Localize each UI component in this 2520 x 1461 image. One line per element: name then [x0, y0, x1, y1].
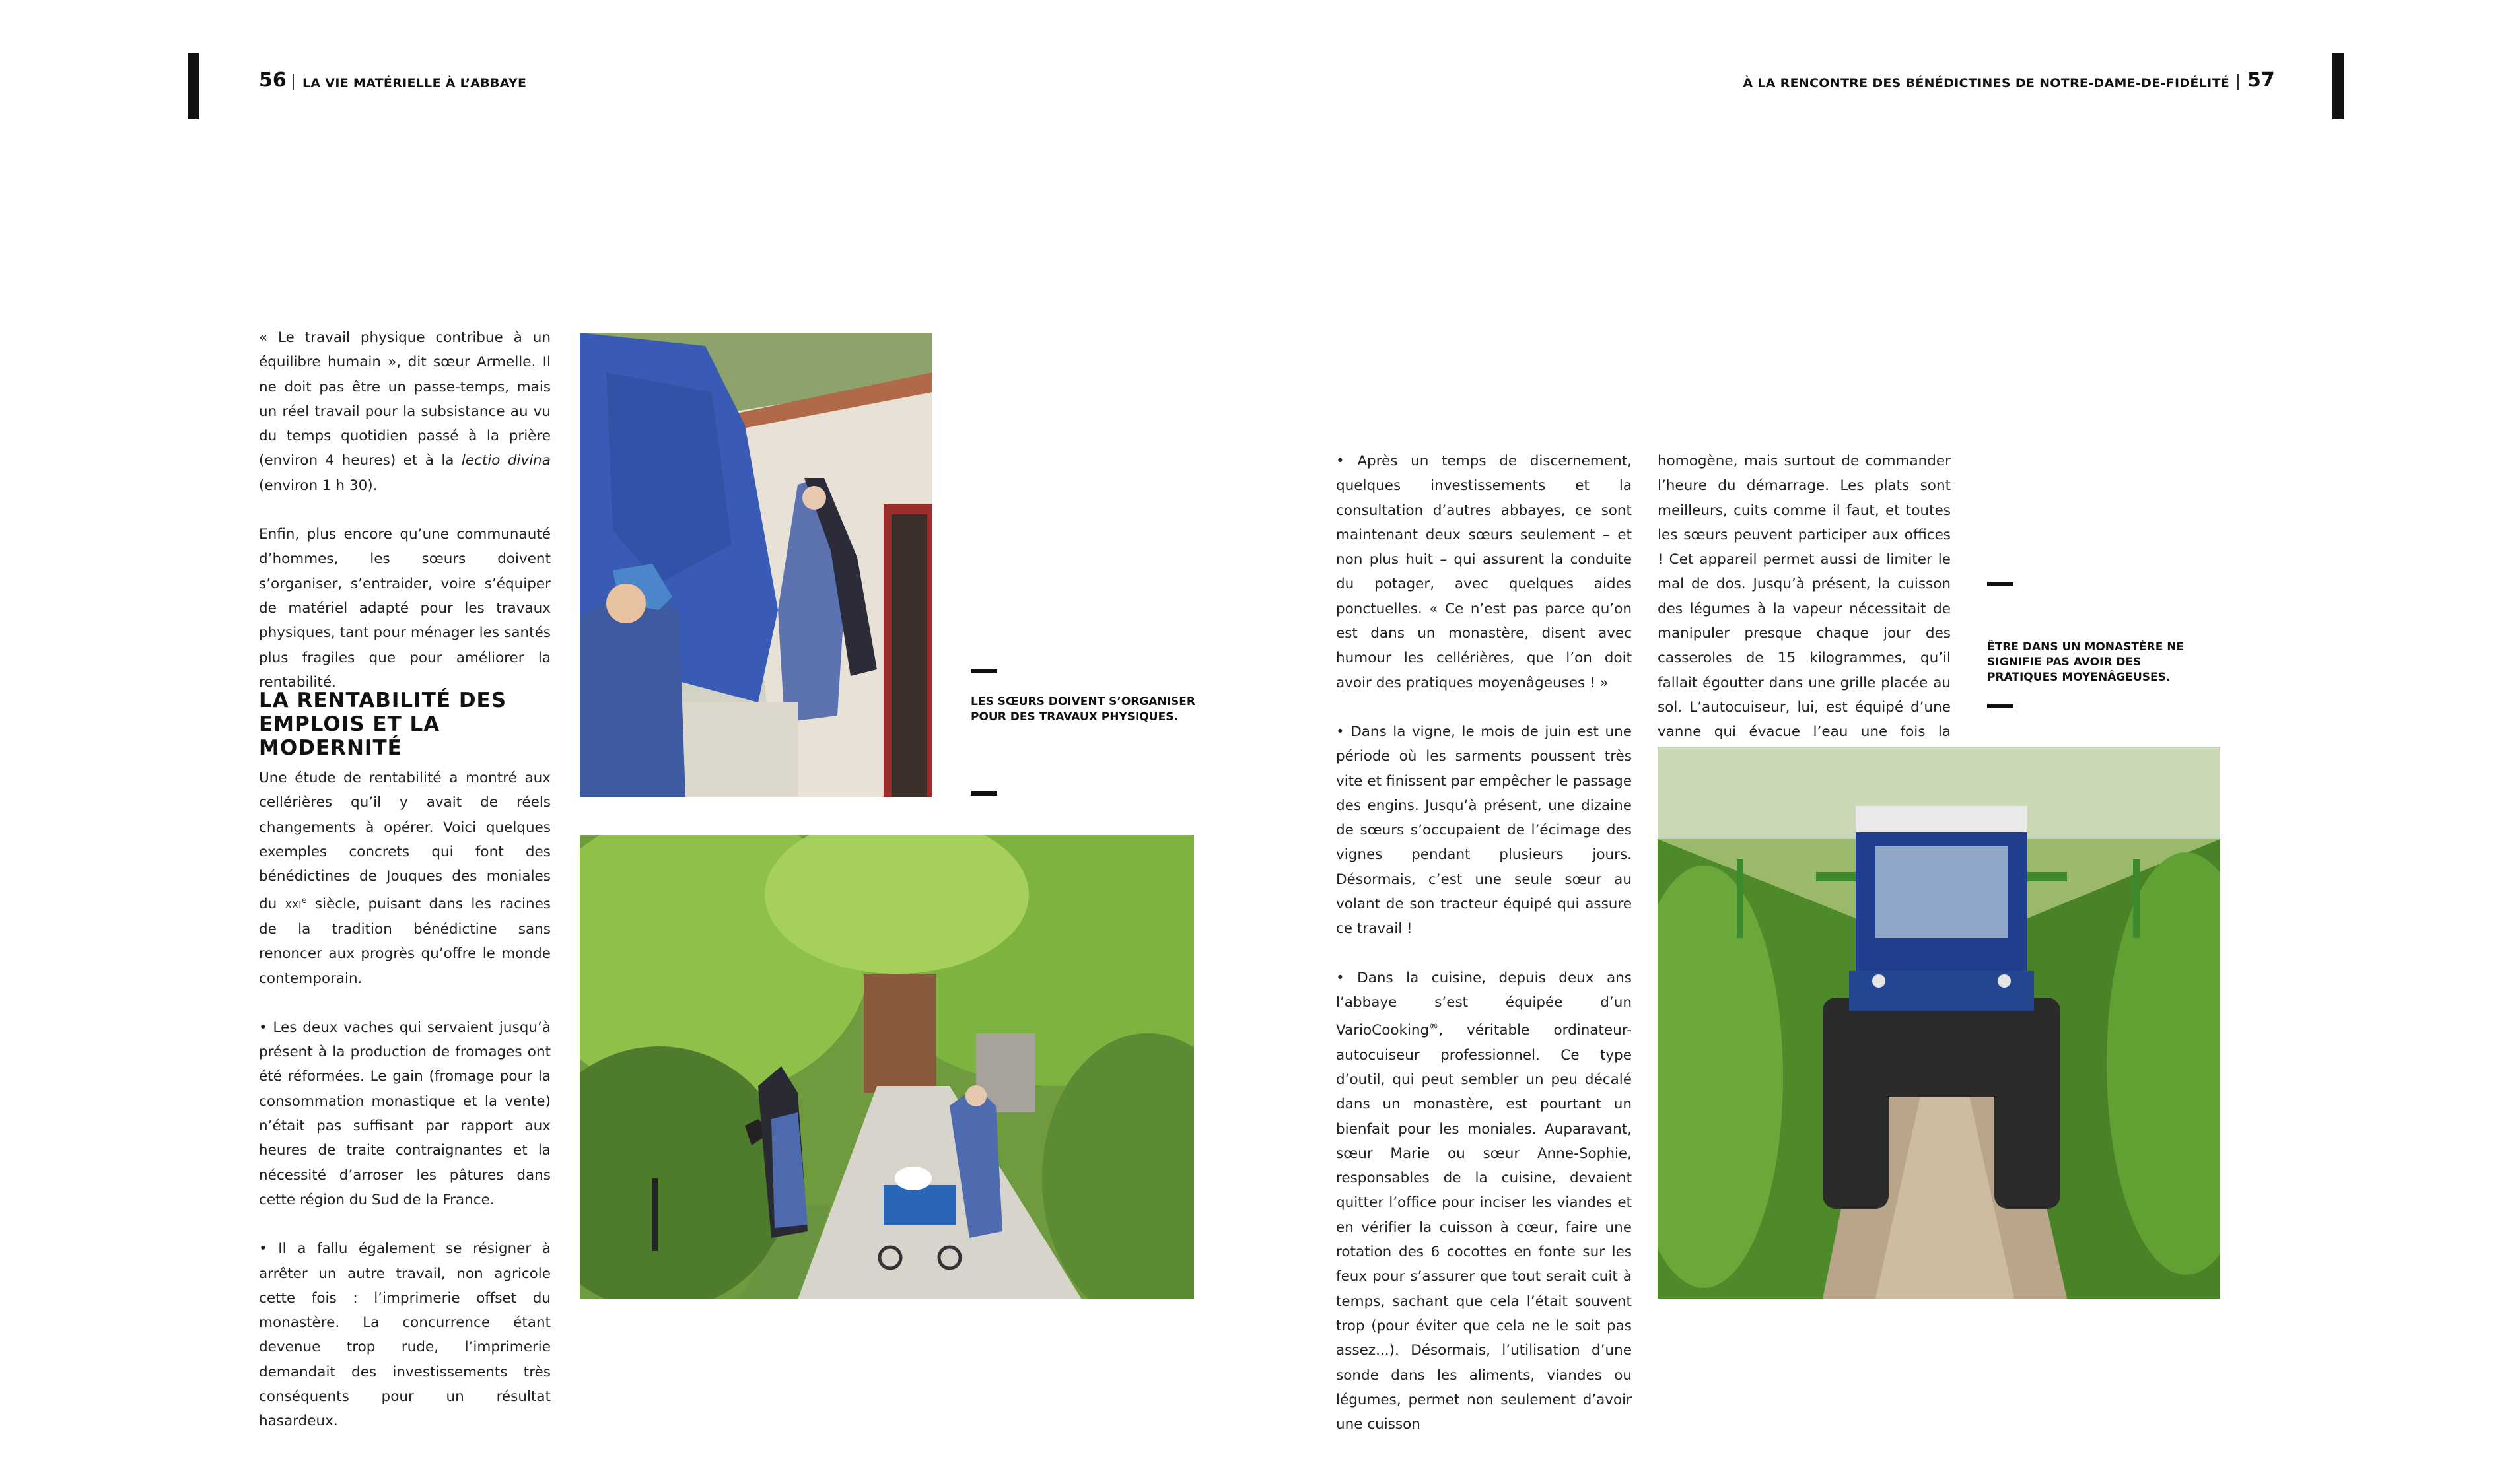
intro-italic-text: lectio divina	[461, 452, 551, 469]
right-page-number: 57	[2247, 69, 2275, 92]
right-header-separator	[2237, 74, 2239, 90]
caption-right-bottom-dash	[1987, 704, 2013, 708]
photo-nuns-tarp-image	[580, 333, 932, 797]
photo-nuns-tarp	[580, 333, 932, 797]
registered-mark: ®	[1429, 1021, 1439, 1033]
photo-nuns-walking-image	[580, 835, 1194, 1299]
paragraph-intro	[259, 325, 551, 498]
paragraph-rentabilite	[259, 766, 551, 991]
paragraph-imprimerie: • Il a fallu également se résigner à arrêter un autre travail, non agricole cette fois : l’imprimerie offset du monastère. La concurrence étant devenue trop rude, l’imprimerie demandait des investissements très conséquents pour un résultat hasardeux.	[259, 1240, 551, 1430]
caption-left-bottom-dash	[971, 791, 997, 796]
right-text-column-2	[1658, 449, 1951, 794]
caption-right-top-dash	[1987, 582, 2013, 586]
left-text-column-bottom	[259, 766, 551, 1458]
century-numeral: xxi	[285, 896, 302, 913]
caption-left-top-dash	[971, 669, 997, 673]
cuisine-text-end: , véritable ordinateur-autocuiseur professionnel. Ce type d’outil, qui peut sembler un peu décalé dans un monastère, est pourtant un bienfait pour les moniales. Auparavant, sœur Marie ou sœur Anne-Sophie, responsables de la cuisine, devaient quitter l’office pour inciser les viandes et en vérifier la cuisson à cœur, faire une rotation des 6 cocottes en fonte sur les feux pour s’assurer que tout serait cuit à temps, sachant que cela l’était souvent trop (pour éviter que cela ne le soit pas assez...). Désormais, l’utilisation d’une sonde dans les aliments, viandes ou légumes, permet non seulement d’avoir une cuisson	[1336, 1022, 1632, 1433]
paragraph-potager: • Après un temps de discernement, quelques investissements et la consultation d’autres abbayes, ce sont maintenant deux sœurs seulement – et non plus huit – qui assurent la conduite du potager, avec quelques aides ponctuelles. « Ce n’est pas parce qu’on est dans un monastère, disent avec humour les cellérières, que l’on doit avoir des pratiques moyenâgeuses ! »	[1336, 453, 1632, 691]
paragraph-vaches: • Les deux vaches qui servaient jusqu’à présent à la production de fromages ont été réformées. Le gain (fromage pour la consommation monastique et la vente) n’était pas suffisant par rapport aux heures de traite contraignantes et la nécessité d’arroser les pâtures dans cette région du Sud de la France.	[259, 1019, 551, 1208]
caption-right: ÊTRE DANS UN MONASTÈRE NE SIGNIFIE PAS AVOIR DES PRATIQUES MOYENÂGEUSES.	[1987, 640, 2185, 684]
rentabilite-text: Une étude de rentabilité a montré aux cellérières qu’il y avait de réels changements à opérer. Voici quelques exemples concrets qui font des bénédictines de Jouques des moniales du	[259, 770, 551, 913]
left-margin-bar	[188, 53, 199, 119]
rentabilite-text-end: siècle, puisant dans les racines de la tradition bénédictine sans renoncer aux progrès qu’offre le monde contemporain.	[259, 896, 551, 987]
intro-text-end: (environ 1 h 30).	[259, 477, 378, 494]
right-margin-bar	[2332, 53, 2344, 119]
century-superscript: e	[301, 896, 307, 906]
left-text-column-top	[259, 325, 551, 719]
photo-tractor-vineyard-image	[1658, 747, 2220, 1299]
left-header-separator	[293, 74, 294, 90]
photo-tractor-vineyard	[1658, 747, 2220, 1299]
photo-nuns-walking	[580, 835, 1194, 1299]
caption-left: LES SŒURS DOIVENT S’ORGANISER POUR DES TRAVAUX PHYSIQUES.	[971, 695, 1195, 724]
cuisine-text: • Dans la cuisine, depuis deux ans l’abbaye s’est équipée d’un VarioCooking	[1336, 969, 1632, 1039]
paragraph-organisation: Enfin, plus encore qu’une communauté d’hommes, les sœurs doivent s’organiser, s’entraider, voire s’équiper de matériel adapté pour les travaux physiques, tant pour ménager les santés plus fragiles que pour améliorer la rentabilité.	[259, 526, 551, 691]
section-heading: LA RENTABILITÉ DES EMPLOIS ET LA MODERNITÉ	[259, 689, 507, 760]
right-running-head: À LA RENCONTRE DES BÉNÉDICTINES DE NOTRE-DAME-DE-FIDÉLITÉ	[1743, 76, 2229, 90]
left-page-number: 56	[259, 69, 287, 92]
paragraph-cuisine	[1336, 966, 1632, 1437]
paragraph-autocuiseur: homogène, mais surtout de commander l’heure du démarrage. Les plats sont meilleurs, cuits comme il faut, et toutes les sœurs peuvent participer aux offices ! Cet appareil permet aussi de limiter le mal de dos. Jusqu’à présent, la cuisson des légumes à la vapeur nécessitait de manipuler presque chaque jour des casseroles de 15 kilogrammes, qu’il fallait égoutter dans une grille placée au sol. L’autocuiseur, lui, est équipé d’une vanne qui évacue l’eau une fois la	[1658, 453, 1951, 741]
left-running-head: LA VIE MATÉRIELLE À L’ABBAYE	[302, 76, 527, 90]
paragraph-vigne: • Dans la vigne, le mois de juin est une période où les sarments poussent très vite et finissent par empêcher le passage des engins. Jusqu’à présent, une dizaine de sœurs s’occupaient de l’écimage des vignes pendant plusieurs jours. Désormais, c’est une seule sœur au volant de son tracteur équipé qui assure ce travail !	[1336, 723, 1632, 937]
right-text-column-1	[1336, 449, 1632, 1461]
intro-text: « Le travail physique contribue à un équilibre humain », dit sœur Armelle. Il ne doit pas être un passe-temps, mais un réel travail pour la subsistance au vu du temps quotidien passé à la prière (environ 4 heures) et à la	[259, 329, 551, 469]
